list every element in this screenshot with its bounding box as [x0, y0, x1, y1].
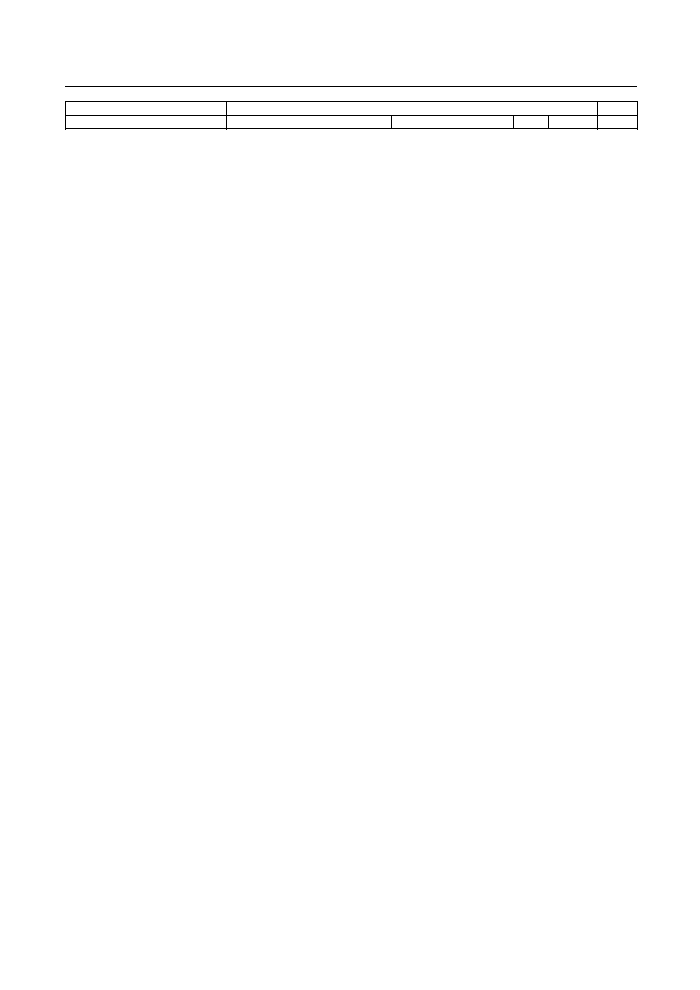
recipient-header [66, 115, 227, 129]
corner-cell [66, 102, 227, 116]
distribution-table [65, 101, 638, 129]
manufacturer-draeger [392, 115, 514, 129]
manufacturer-loewenstein [227, 115, 392, 129]
manufacturer-fritz [514, 115, 549, 129]
page-header [65, 64, 637, 87]
group-title [227, 102, 598, 116]
sum-header [598, 115, 638, 129]
empty-cell [598, 102, 638, 116]
manufacturer-philips [549, 115, 598, 129]
